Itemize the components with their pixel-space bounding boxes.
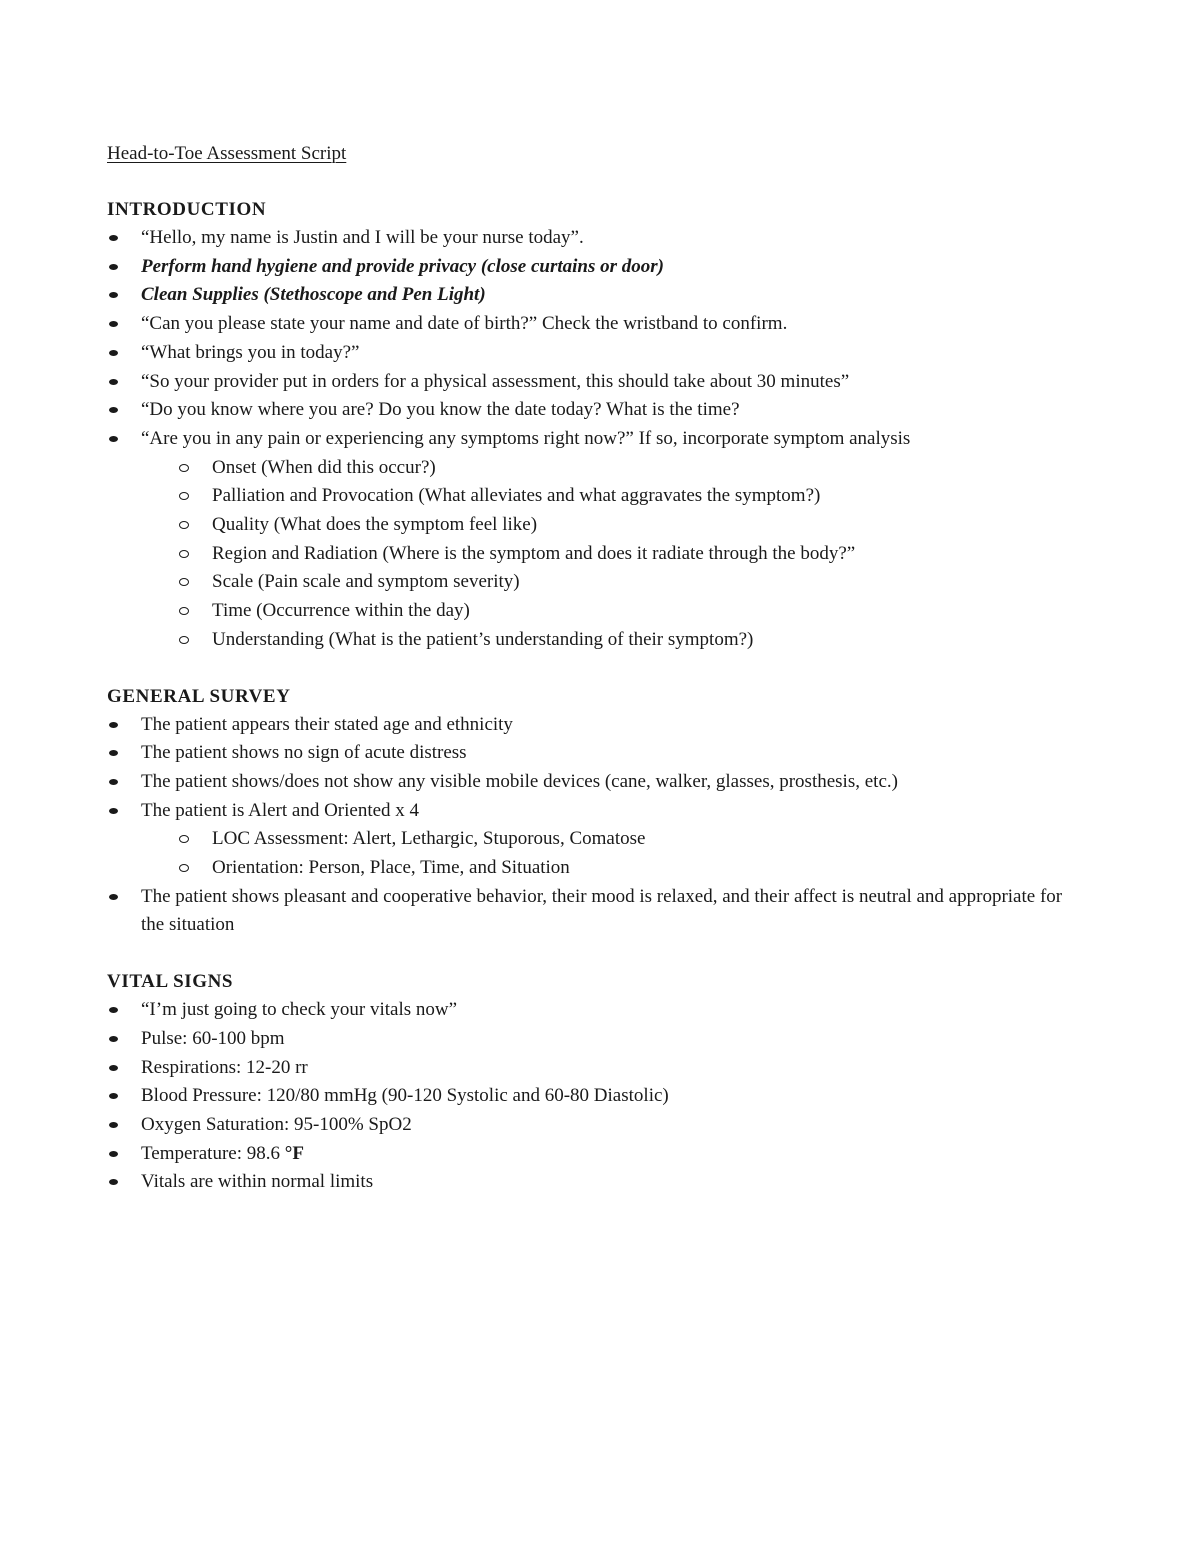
- list-item: “Do you know where you are? Do you know the date today? What is the time?: [107, 396, 1087, 425]
- orientation-list: [141, 825, 1087, 882]
- circle-bullet-icon: [179, 578, 189, 586]
- general-survey-section: [107, 683, 1087, 941]
- circle-bullet-icon: [179, 607, 189, 615]
- sub-list-item: Orientation: Person, Place, Time, and Situation: [107, 854, 1087, 883]
- document-page: [107, 140, 1087, 1197]
- sub-list-item: Time (Occurrence within the day): [107, 597, 1087, 626]
- list-item: Blood Pressure: 120/80 mmHg (90-120 Systolic and 60-80 Diastolic): [107, 1082, 1087, 1111]
- list-item: “So your provider put in orders for a physical assessment, this should take about 30 minutes”: [107, 368, 1087, 397]
- bullet-icon: [109, 779, 118, 785]
- introduction-section: [107, 196, 1087, 655]
- list-item: The patient shows/does not show any visible mobile devices (cane, walker, glasses, prosthesis, etc.): [107, 768, 1087, 797]
- bullet-icon: [109, 321, 118, 327]
- bullet-icon: [109, 350, 118, 356]
- introduction-heading: INTRODUCTION: [107, 199, 267, 220]
- bullet-icon: [109, 1093, 118, 1099]
- bullet-icon: [109, 1179, 118, 1185]
- list-item: “Hello, my name is Justin and I will be your nurse today”.: [107, 224, 1087, 253]
- general-survey-list: [107, 711, 1087, 941]
- list-item: Clean Supplies (Stethoscope and Pen Light): [107, 281, 1087, 310]
- list-item: The patient appears their stated age and ethnicity: [107, 711, 1087, 740]
- list-item: The patient shows no sign of acute distress: [107, 739, 1087, 768]
- bullet-icon: [109, 235, 118, 241]
- bullet-icon: [109, 292, 118, 298]
- vital-signs-section: [107, 968, 1087, 1197]
- sub-list-item: Region and Radiation (Where is the symptom and does it radiate through the body?”: [107, 540, 1087, 569]
- list-item: Pulse: 60-100 bpm: [107, 1025, 1087, 1054]
- bullet-icon: [109, 1122, 118, 1128]
- circle-bullet-icon: [179, 464, 189, 472]
- bullet-icon: [109, 1007, 118, 1013]
- list-item: “What brings you in today?”: [107, 339, 1087, 368]
- circle-bullet-icon: [179, 835, 189, 843]
- introduction-list: [107, 224, 1087, 655]
- bullet-icon: [109, 750, 118, 756]
- sub-list-item: Onset (When did this occur?): [107, 454, 1087, 483]
- circle-bullet-icon: [179, 521, 189, 529]
- circle-bullet-icon: [179, 636, 189, 644]
- bullet-icon: [109, 894, 118, 900]
- list-item: Respirations: 12-20 rr: [107, 1054, 1087, 1083]
- sub-list-item: Scale (Pain scale and symptom severity): [107, 568, 1087, 597]
- list-item: “I’m just going to check your vitals now”: [107, 996, 1087, 1025]
- list-item: The patient is Alert and Oriented x 4 LOC Assessment: Alert, Lethargic, Stuporous, Comatose Orientation: Person, Place, Time, and Situation: [107, 797, 1087, 883]
- vital-signs-list: [107, 996, 1087, 1197]
- list-item: Temperature: 98.6 °F: [107, 1140, 1087, 1169]
- bullet-icon: [109, 379, 118, 385]
- list-item: Perform hand hygiene and provide privacy (close curtains or door): [107, 253, 1087, 282]
- bullet-icon: [109, 808, 118, 814]
- sub-list-item: Understanding (What is the patient’s understanding of their symptom?): [107, 626, 1087, 655]
- list-item: Vitals are within normal limits: [107, 1168, 1087, 1197]
- circle-bullet-icon: [179, 550, 189, 558]
- symptom-analysis-list: [141, 454, 1087, 655]
- sub-list-item: Palliation and Provocation (What alleviates and what aggravates the symptom?): [107, 482, 1087, 511]
- circle-bullet-icon: [179, 864, 189, 872]
- list-item: “Are you in any pain or experiencing any symptoms right now?” If so, incorporate symptom analysis Onset (When did this occur?) Palliation and Provocation (What alleviates and what aggravates the symptom?) Quality (What does the symptom feel like) Region and Radiation (Where is the symptom and does it radiate through the body?” Scale (Pain scale and symptom severity) Time (Occurrence within the day) Understanding (What is the patient’s understanding of their symptom?): [107, 425, 1087, 655]
- bullet-icon: [109, 264, 118, 270]
- circle-bullet-icon: [179, 492, 189, 500]
- bullet-icon: [109, 436, 118, 442]
- list-item: “Can you please state your name and date of birth?” Check the wristband to confirm.: [107, 310, 1087, 339]
- temperature-unit: °F: [284, 1142, 304, 1164]
- bullet-icon: [109, 1151, 118, 1157]
- bullet-icon: [109, 722, 118, 728]
- sub-list-item: LOC Assessment: Alert, Lethargic, Stuporous, Comatose: [107, 825, 1087, 854]
- bullet-icon: [109, 1036, 118, 1042]
- sub-list-item: Quality (What does the symptom feel like): [107, 511, 1087, 540]
- list-item: Oxygen Saturation: 95-100% SpO2: [107, 1111, 1087, 1140]
- bullet-icon: [109, 1065, 118, 1071]
- vital-signs-heading: VITAL SIGNS: [107, 971, 234, 993]
- document-title: Head-to-Toe Assessment Script: [107, 143, 347, 164]
- general-survey-heading: GENERAL SURVEY: [107, 685, 291, 707]
- bullet-icon: [109, 407, 118, 413]
- list-item: The patient shows pleasant and cooperative behavior, their mood is relaxed, and their affect is neutral and appropriate for the situation: [107, 883, 1087, 940]
